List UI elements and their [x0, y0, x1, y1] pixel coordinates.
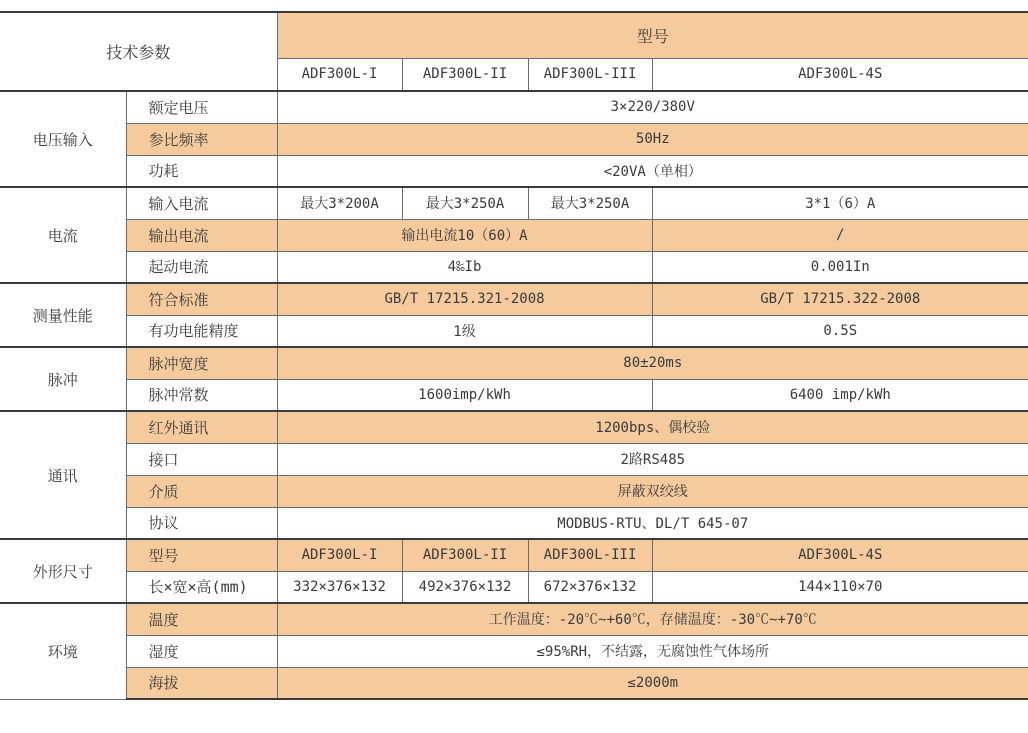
model-column-header: ADF300L-III [528, 58, 652, 91]
value-cell: GB/T 17215.322-2008 [652, 283, 1028, 315]
table-row [0, 539, 1028, 571]
value-cell: ADF300L-I [277, 539, 402, 571]
table-row [0, 91, 1028, 123]
table-row [0, 507, 1028, 539]
table-row [0, 667, 1028, 699]
value-cell: 最大3*200A [277, 187, 402, 219]
value-cell: 4‰Ib [277, 251, 652, 283]
table-row [0, 155, 1028, 187]
param-label: 湿度 [126, 635, 277, 667]
model-column-header: ADF300L-4S [652, 58, 1028, 91]
spec-table [0, 11, 1028, 700]
header-row-1 [0, 12, 1028, 58]
value-cell: 332×376×132 [277, 571, 402, 603]
value-cell: ≤95%RH，不结露，无腐蚀性气体场所 [277, 635, 1028, 667]
value-cell: ≤2000m [277, 667, 1028, 699]
value-cell: 80±20ms [277, 347, 1028, 379]
table-row [0, 251, 1028, 283]
category-cell: 测量性能 [0, 283, 126, 347]
category-cell: 外形尺寸 [0, 539, 126, 603]
table-row [0, 379, 1028, 411]
table-row [0, 571, 1028, 603]
value-cell: 492×376×132 [402, 571, 528, 603]
value-cell: 0.5S [652, 315, 1028, 347]
param-label: 海拔 [126, 667, 277, 699]
value-cell: 1级 [277, 315, 652, 347]
value-cell: 屏蔽双绞线 [277, 475, 1028, 507]
value-cell: ADF300L-II [402, 539, 528, 571]
param-label: 功耗 [126, 155, 277, 187]
param-label: 输入电流 [126, 187, 277, 219]
value-cell: 工作温度：-20℃~+60℃，存储温度：-30℃~+70℃ [277, 603, 1028, 635]
param-label: 输出电流 [126, 219, 277, 251]
model-column-header: ADF300L-I [277, 58, 402, 91]
category-cell: 通讯 [0, 411, 126, 539]
table-row [0, 635, 1028, 667]
table-row [0, 347, 1028, 379]
table-row [0, 443, 1028, 475]
value-cell: 2路RS485 [277, 443, 1028, 475]
value-cell: 3*1（6）A [652, 187, 1028, 219]
value-cell: / [652, 219, 1028, 251]
category-cell: 环境 [0, 603, 126, 699]
category-cell: 脉冲 [0, 347, 126, 411]
table-row [0, 315, 1028, 347]
value-cell: 输出电流10（60）A [277, 219, 652, 251]
model-header: 型号 [277, 12, 1028, 58]
table-row [0, 219, 1028, 251]
table-row [0, 475, 1028, 507]
param-label: 额定电压 [126, 91, 277, 123]
param-label: 型号 [126, 539, 277, 571]
value-cell: 最大3*250A [528, 187, 652, 219]
value-cell: 50Hz [277, 123, 1028, 155]
value-cell: ADF300L-III [528, 539, 652, 571]
model-column-header: ADF300L-II [402, 58, 528, 91]
value-cell: GB/T 17215.321-2008 [277, 283, 652, 315]
param-label: 起动电流 [126, 251, 277, 283]
table-row [0, 283, 1028, 315]
param-label: 长×宽×高(mm) [126, 571, 277, 603]
param-label: 脉冲常数 [126, 379, 277, 411]
value-cell: 最大3*250A [402, 187, 528, 219]
param-label: 协议 [126, 507, 277, 539]
category-cell: 电压输入 [0, 91, 126, 187]
value-cell: ADF300L-4S [652, 539, 1028, 571]
value-cell: 672×376×132 [528, 571, 652, 603]
param-label: 介质 [126, 475, 277, 507]
value-cell: MODBUS-RTU、DL/T 645-07 [277, 507, 1028, 539]
value-cell: 1200bps、偶校验 [277, 411, 1028, 443]
value-cell: 1600imp/kWh [277, 379, 652, 411]
table-row [0, 187, 1028, 219]
table-row [0, 123, 1028, 155]
value-cell: 3×220/380V [277, 91, 1028, 123]
value-cell: 0.001In [652, 251, 1028, 283]
table-row [0, 603, 1028, 635]
value-cell: 6400 imp/kWh [652, 379, 1028, 411]
tech-params-header: 技术参数 [0, 12, 277, 91]
param-label: 参比频率 [126, 123, 277, 155]
value-cell: 144×110×70 [652, 571, 1028, 603]
table-row [0, 411, 1028, 443]
param-label: 温度 [126, 603, 277, 635]
param-label: 脉冲宽度 [126, 347, 277, 379]
value-cell: <20VA（单相） [277, 155, 1028, 187]
param-label: 有功电能精度 [126, 315, 277, 347]
category-cell: 电流 [0, 187, 126, 283]
param-label: 接口 [126, 443, 277, 475]
param-label: 符合标准 [126, 283, 277, 315]
param-label: 红外通讯 [126, 411, 277, 443]
